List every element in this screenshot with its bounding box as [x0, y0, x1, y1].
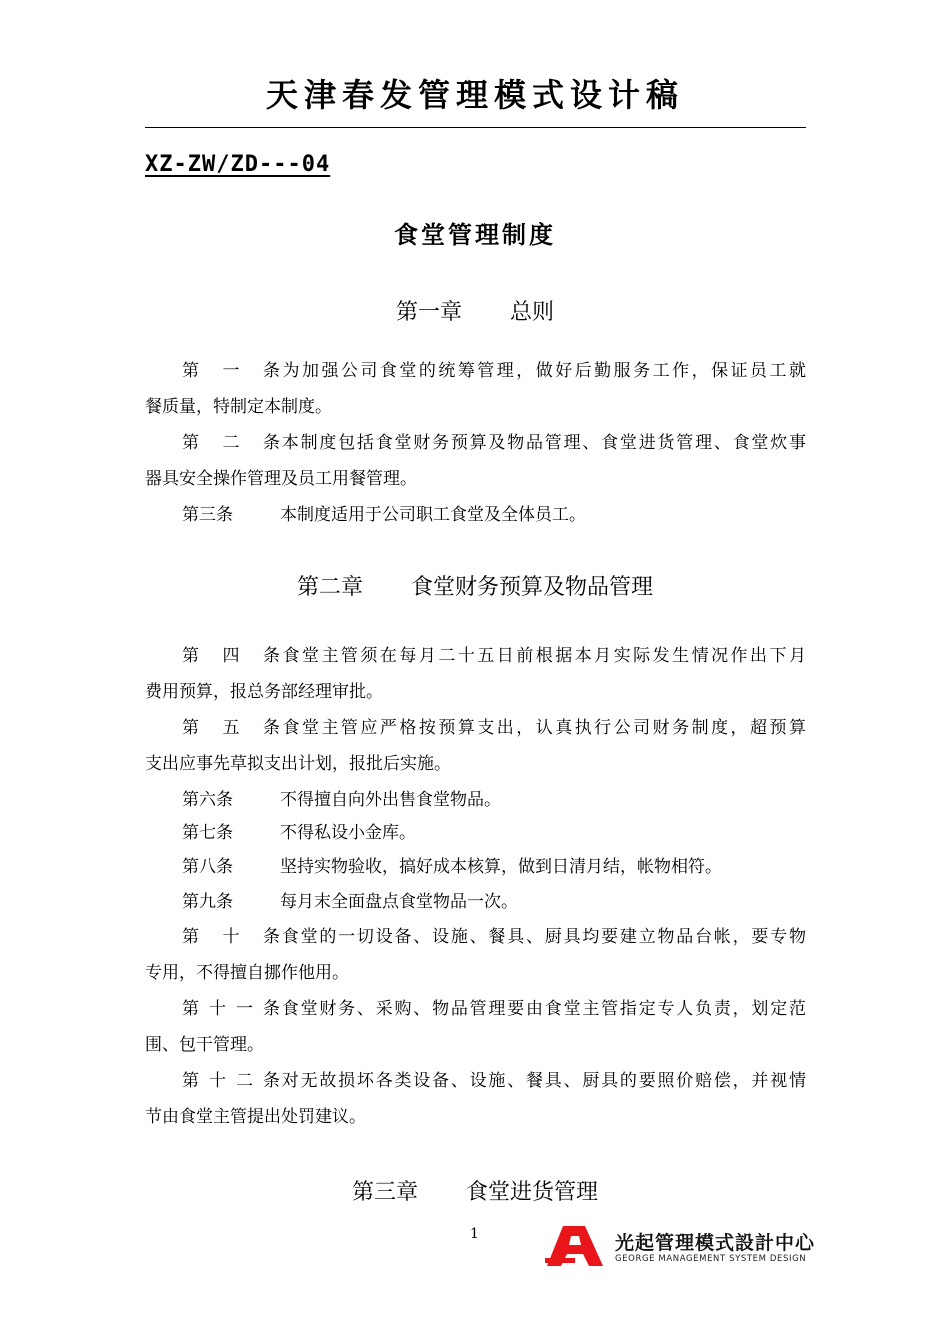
article-paragraph [145, 849, 806, 885]
logo-chinese-name: 光起管理模式設計中心 [615, 1232, 816, 1254]
article-text: 每月末全面盘点食堂物品一次。 [280, 892, 518, 912]
article-label: 第六条 [182, 790, 233, 810]
article-label: 第三条 [182, 505, 233, 525]
article-label: 第二条 [182, 433, 280, 453]
article-label: 第七条 [182, 823, 233, 843]
article-label: 第十条 [182, 927, 280, 947]
article-text-continued: 专用，不得擅自挪作他用。 [145, 963, 349, 983]
article-paragraph [145, 782, 806, 818]
logo-a-mark-icon [545, 1226, 607, 1266]
article-text: 食堂的一切设备、设施、餐具、厨具均要建立物品台帐，要专物 [280, 927, 806, 947]
article-paragraph [145, 884, 806, 920]
logo-english-name: GEORGE MANAGEMENT SYSTEM DESIGN [615, 1254, 807, 1264]
article-text: 坚持实物验收，搞好成本核算，做到日清月结，帐物相符。 [280, 857, 722, 877]
chapter-name: 总则 [510, 300, 555, 325]
article-text: 食堂主管须在每月二十五日前根据本月实际发生情况作出下月 [280, 646, 806, 666]
article-label: 第八条 [182, 857, 233, 877]
article-label: 第十二条 [182, 1071, 280, 1091]
chapter-heading [145, 295, 805, 326]
article-label: 第九条 [182, 892, 233, 912]
article-text: 不得私设小金库。 [280, 823, 416, 843]
chapter-name: 食堂财务预算及物品管理 [411, 575, 654, 600]
article-label: 第五条 [182, 718, 280, 738]
header-title: 天津春发管理模式设计稿 [265, 76, 684, 114]
article-paragraph [145, 919, 806, 991]
article-paragraph [145, 638, 806, 710]
chapter-number: 第三章 [351, 1180, 418, 1205]
article-paragraph [145, 353, 806, 425]
article-text: 食堂主管应严格按预算支出，认真执行公司财务制度，超预算 [280, 718, 806, 738]
article-text: 不得擅自向外出售食堂物品。 [280, 790, 501, 810]
article-text: 本制度适用于公司职工食堂及全体员工。 [280, 505, 586, 525]
article-label: 第一条 [182, 361, 280, 381]
document-code: XZ-ZW/ZD---04 [145, 152, 331, 177]
article-paragraph [145, 815, 806, 851]
header-divider [145, 127, 806, 128]
article-label: 第十一条 [182, 999, 280, 1019]
article-label: 第四条 [182, 646, 280, 666]
chapter-heading [145, 1175, 805, 1206]
chapter-number: 第一章 [395, 300, 462, 325]
chapter-heading [145, 570, 805, 601]
article-paragraph [145, 425, 806, 497]
article-text-continued: 费用预算，报总务部经理审批。 [145, 682, 383, 702]
article-paragraph [145, 1063, 806, 1135]
article-paragraph [145, 710, 806, 782]
article-text-continued: 支出应事先草拟支出计划，报批后实施。 [145, 754, 451, 774]
article-paragraph [145, 497, 806, 533]
article-paragraph [145, 991, 806, 1063]
document-title: 食堂管理制度 [394, 220, 556, 249]
article-text-continued: 器具安全操作管理及员工用餐管理。 [145, 469, 417, 489]
chapter-number: 第二章 [296, 575, 363, 600]
page-number: 1 [470, 1226, 479, 1242]
article-text-continued: 餐质量，特制定本制度。 [145, 397, 332, 417]
article-text-continued: 节由食堂主管提出处罚建议。 [145, 1107, 366, 1127]
article-text: 本制度包括食堂财务预算及物品管理、食堂进货管理、食堂炊事 [280, 433, 806, 453]
article-text: 为加强公司食堂的统筹管理，做好后勤服务工作，保证员工就 [280, 361, 806, 381]
article-text: 对无故损坏各类设备、设施、餐具、厨具的要照价赔偿，并视情 [280, 1071, 806, 1091]
article-text: 食堂财务、采购、物品管理要由食堂主管指定专人负责，划定范 [280, 999, 806, 1019]
chapter-name: 食堂进货管理 [466, 1180, 599, 1205]
company-logo [545, 1226, 816, 1268]
article-text-continued: 围、包干管理。 [145, 1035, 264, 1055]
